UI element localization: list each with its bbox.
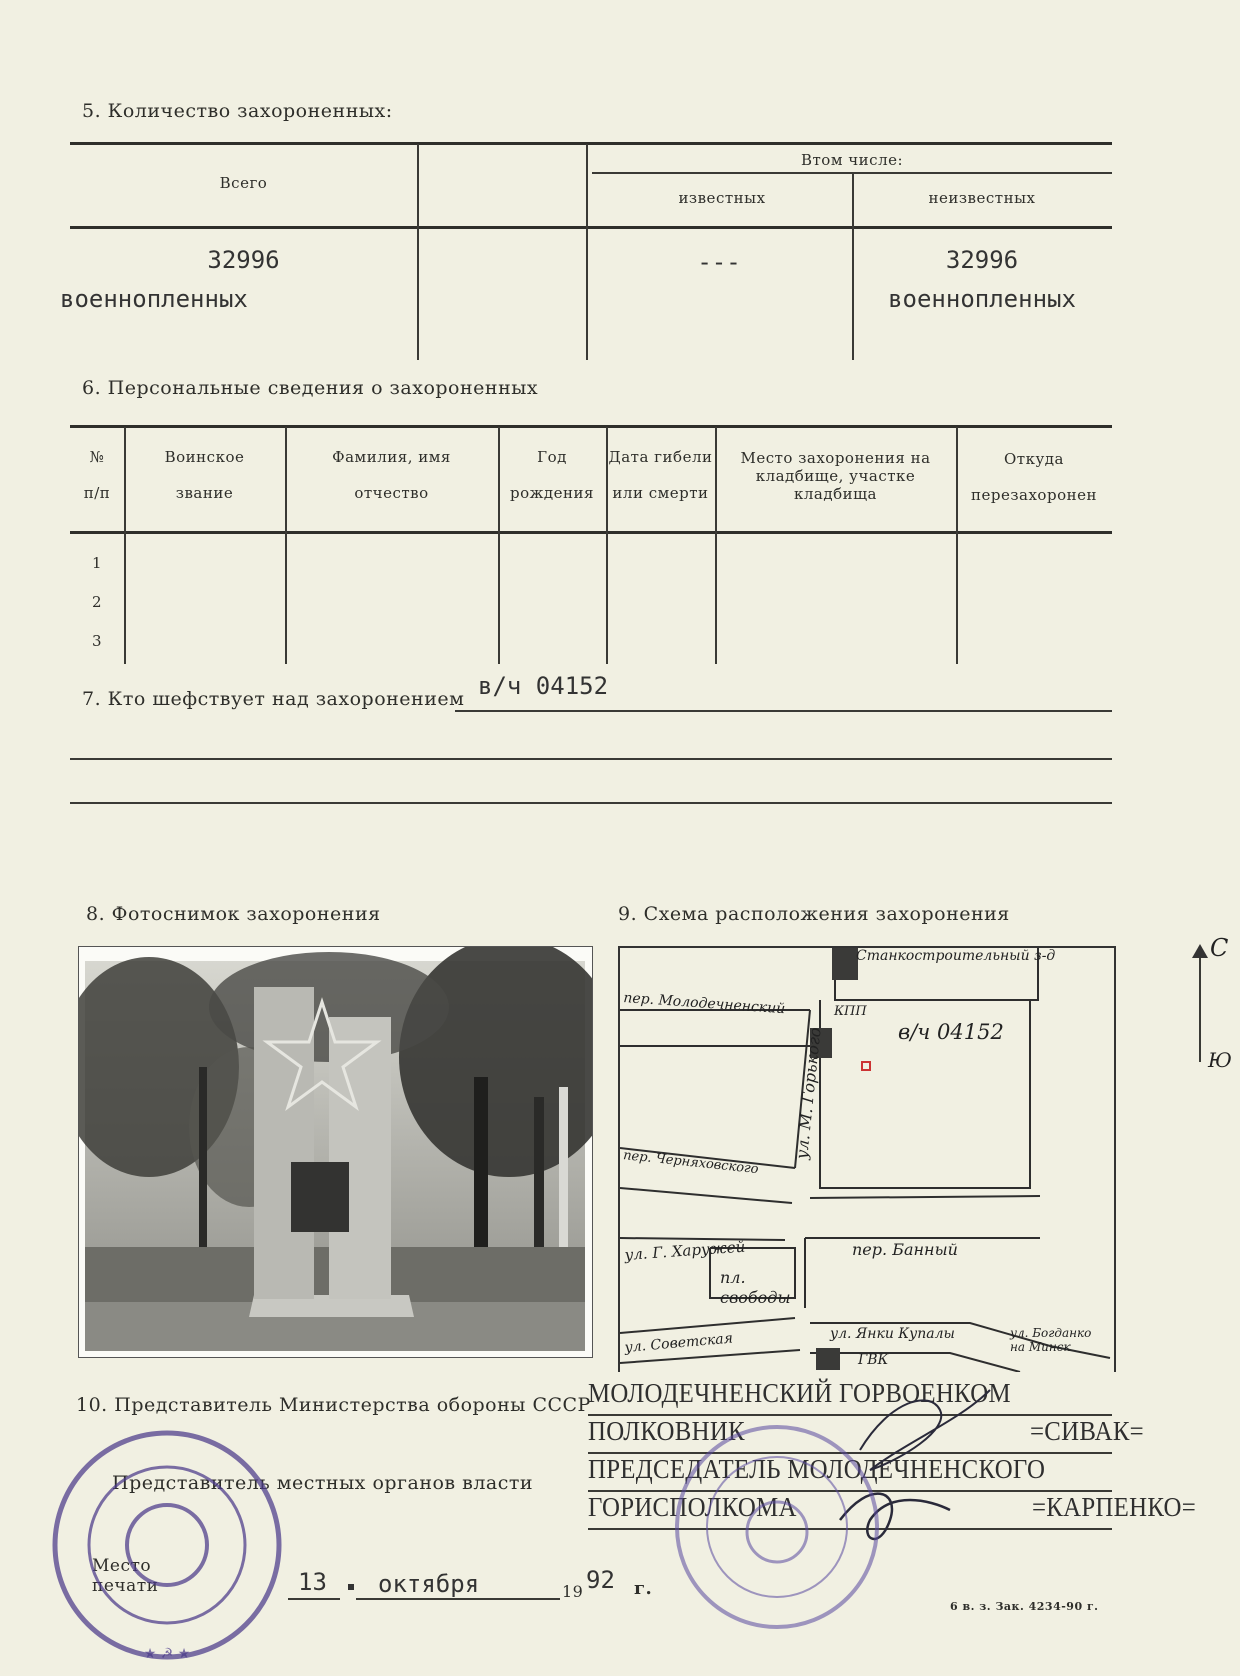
s6-row-num-2: 2	[91, 593, 103, 611]
compass-arrow-icon	[1192, 944, 1208, 958]
section7-title: 7. Кто шефствует над захоронением	[82, 688, 465, 710]
map-label-kpp: КПП	[834, 1004, 867, 1019]
s6-h-from-1: Откуда	[1004, 450, 1064, 468]
s6-h-num-2: п/п	[83, 484, 111, 502]
s6-h-rank-1: Воинское	[164, 448, 245, 466]
date-year-unit: г.	[634, 1578, 653, 1599]
s6-h-name-1: Фамилия, имя	[332, 448, 451, 466]
s6-h-death-1: Дата гибели	[608, 448, 713, 466]
map-label-unit: в/ч 04152	[898, 1020, 1004, 1044]
section8-title: 8. Фотоснимок захоронения	[86, 903, 381, 925]
date-day-rule	[288, 1598, 340, 1600]
s5-col-known: известных	[678, 189, 766, 207]
s6-h-from-2: перезахоронен	[971, 486, 1097, 504]
section5-title: 5. Количество захороненных:	[82, 100, 393, 122]
map-label-to-minsk: ул. Богданко на Минск	[1010, 1326, 1092, 1354]
s7-value: в/ч 04152	[478, 672, 609, 700]
s6-h-death-2: или смерти	[612, 484, 709, 502]
location-scheme	[618, 946, 1116, 1372]
s10-local-line2-right: =КАРПЕНКО=	[1032, 1492, 1197, 1522]
s10-local-line1: ПРЕДСЕДАТЕЛЬ МОЛОДЕЧНЕНСКОГО	[588, 1454, 1046, 1484]
s7-underline-3	[70, 802, 1112, 804]
s6-row-num-1: 1	[91, 554, 103, 572]
left-stamp-stars: ★ ☭ ★	[143, 1646, 191, 1662]
s5-total-value: 32996	[207, 246, 280, 274]
map-label-sovetskaya: ул. Советская	[624, 1330, 734, 1356]
map-label-bannyy: пер. Банный	[852, 1240, 958, 1259]
s5-known-value: ---	[697, 248, 741, 276]
s6-h-rank-2: звание	[175, 484, 234, 502]
s7-underline-2	[70, 758, 1112, 760]
s5-top-rule	[70, 142, 1112, 145]
right-official-stamp	[662, 1412, 892, 1642]
section6-title: 6. Персональные сведения о захороненных	[82, 377, 539, 399]
print-info: 6 в. з. Зак. 4234-90 г.	[950, 1600, 1099, 1613]
s7-underline-1	[455, 710, 1112, 712]
section9-title: 9. Схема расположения захоронения	[618, 903, 1010, 925]
s5-col-including: Втом числе:	[800, 151, 904, 169]
seal-place-label: Место печати	[92, 1556, 159, 1596]
map-label-gorkogo: ул. М. Горького	[792, 1026, 825, 1160]
date-dot	[348, 1584, 354, 1590]
memorial-photo	[79, 947, 592, 1357]
map-label-plant: Станкостроительный з-д	[856, 948, 1056, 964]
s6-h-name-2: отчество	[354, 484, 429, 502]
s10-mod-label: 10. Представитель Министерства обороны СССР	[76, 1394, 591, 1416]
s5-col-unknown: неизвестных	[928, 189, 1036, 207]
date-month: октября	[378, 1570, 480, 1598]
map-label-square: пл. свободы	[720, 1268, 791, 1307]
s6-h-num-1: №	[89, 448, 105, 466]
compass-arrow	[1199, 950, 1201, 1062]
s5-header-bottom-rule	[70, 226, 1112, 229]
s5-vline-1	[417, 144, 419, 360]
s6-h-place-2: кладбище, участке	[755, 467, 916, 485]
s5-col-total: Всего	[219, 174, 268, 192]
s6-h-place-3: кладбища	[794, 485, 877, 503]
map-label-kharuzhey: ул. Г. Харужей	[624, 1237, 746, 1264]
s5-total-unit: военнопленных	[60, 285, 248, 313]
s6-row-num-3: 3	[91, 632, 103, 650]
date-day: 13	[298, 1568, 327, 1596]
s6-h-year-1: Год	[537, 448, 567, 466]
s10-mod-line2-right: =СИВАК=	[1030, 1416, 1144, 1446]
left-official-stamp	[42, 1420, 292, 1670]
s5-unknown-value: 32996	[945, 246, 1019, 274]
s10-local-label: Представитель местных органов власти	[112, 1472, 534, 1494]
s6-h-place-1: Место захоронения на	[740, 449, 931, 467]
date-year-suffix: 92	[586, 1566, 615, 1594]
compass-north: С	[1210, 934, 1229, 962]
map-label-chernyakhovsky: пер. Черняховского	[622, 1148, 760, 1178]
date-year-prefix: 19	[562, 1582, 584, 1601]
date-month-rule	[356, 1598, 560, 1600]
compass-south: Ю	[1208, 1048, 1232, 1072]
map-label-molodechnensky: пер. Молодечненский	[622, 990, 786, 1018]
s6-h-year-2: рождения	[509, 484, 594, 502]
s5-unknown-unit: военнопленных	[888, 285, 1076, 313]
s10-local-line2-left: ГОРИСПОЛКОМА	[588, 1492, 797, 1522]
map-label-gvk: ГВК	[858, 1352, 889, 1368]
photo-frame	[78, 946, 593, 1358]
map-label-yanki: ул. Янки Купалы	[830, 1326, 955, 1342]
s10-mod-line2-left: ПОЛКОВНИК	[588, 1416, 745, 1446]
s10-mod-line1: МОЛОДЕЧНЕНСКИЙ ГОРВОЕНКОМ	[588, 1378, 1011, 1408]
